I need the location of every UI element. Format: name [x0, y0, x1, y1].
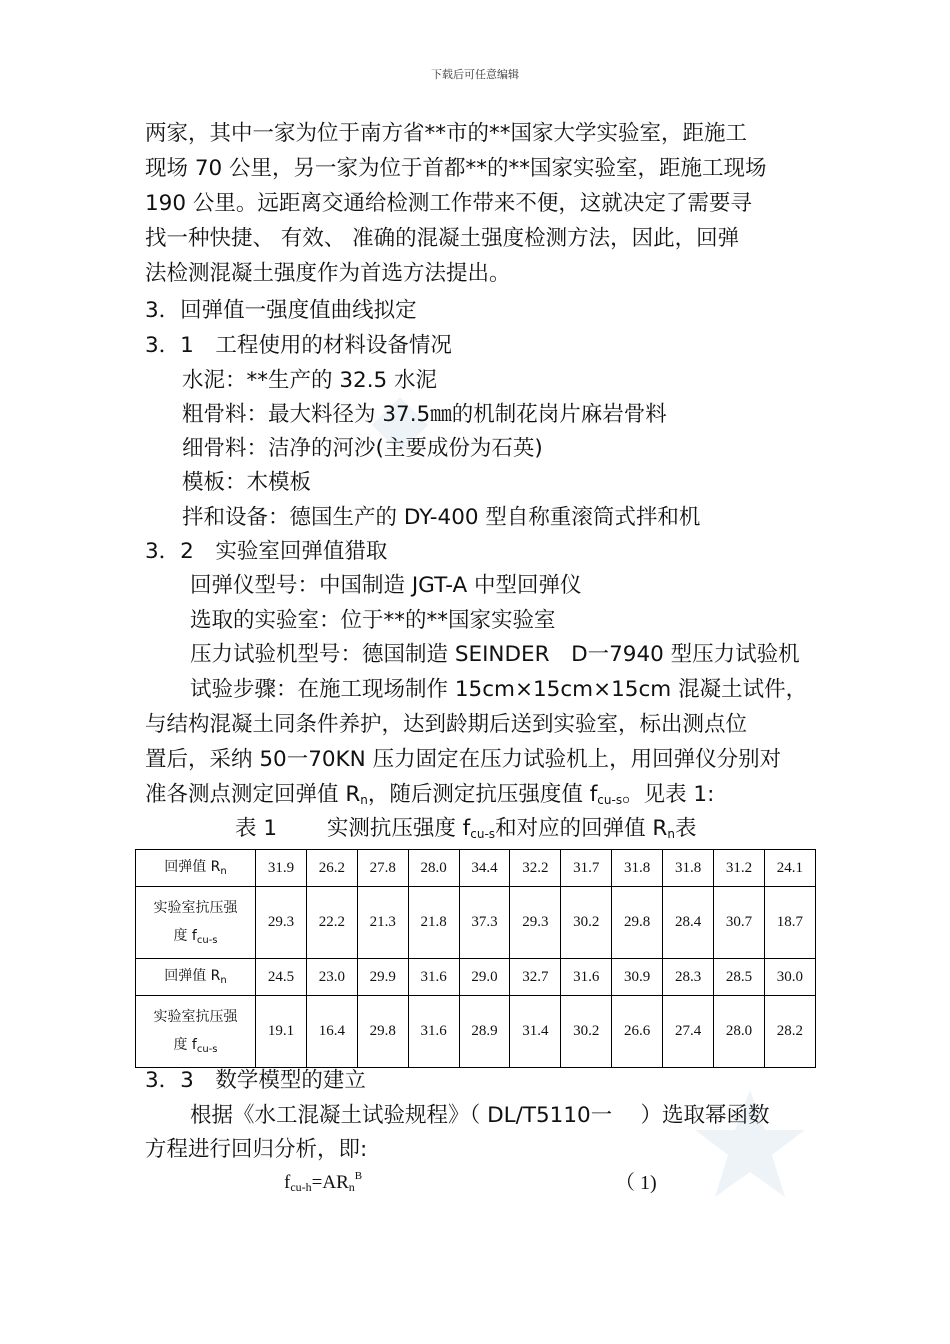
table-cell: 31.8: [663, 850, 714, 887]
subscript: n: [348, 1180, 355, 1194]
subscript: cu-s: [196, 1043, 218, 1055]
lab-press-machine: 压力试验机型号：德国制造 SEINDER D一7940 型压力试验机: [190, 642, 800, 667]
table-cell: 29.3: [510, 887, 561, 959]
section-heading-3-2: 3．2 实验室回弹值猎取: [145, 539, 388, 564]
table-row: [136, 850, 816, 887]
table-cell: 21.8: [408, 887, 459, 959]
header-label: 回弹值 R: [164, 968, 221, 984]
section-heading-3-1: 3．1 工程使用的材料设备情况: [145, 333, 452, 358]
material-formwork: 模板：木模板: [182, 470, 312, 495]
table-cell: 34.4: [459, 850, 510, 887]
table-cell: 29.0: [459, 959, 510, 996]
subscript: n: [220, 975, 227, 986]
steps-text: 。见表 1:: [622, 782, 715, 807]
table-cell: 29.9: [357, 959, 408, 996]
steps-line: 置后，采纳 50一70KN 压力固定在压力试验机上，用回弹仪分别对: [145, 747, 782, 772]
table-cell: 22.2: [306, 887, 357, 959]
row-header: [136, 959, 256, 996]
formula-f: f: [284, 1172, 291, 1193]
model-line: 方程进行回归分析，即:: [145, 1137, 368, 1162]
caption-text: 和对应的回弹值 R: [495, 816, 668, 841]
table-cell: 30.7: [714, 887, 765, 959]
caption-text: 表 1 实测抗压强度 f: [235, 816, 471, 841]
table-cell: 31.4: [510, 996, 561, 1068]
steps-line: 与结构混凝土同条件养护，达到龄期后送到实验室，标出测点位: [145, 712, 748, 737]
material-cement: 水泥：**生产的 32.5 水泥: [182, 368, 438, 393]
section-heading-3-3: 3．3 数学模型的建立: [145, 1068, 366, 1093]
paragraph-line: 找一种快捷、 有效、 准确的混凝土强度检测方法，因此，回弹: [145, 226, 740, 251]
table-cell: 32.2: [510, 850, 561, 887]
table-caption: [235, 812, 696, 848]
table-cell: 29.8: [612, 887, 663, 959]
steps-line: 试验步骤：在施工现场制作 15cm×15cm×15cm 混凝土试件，: [190, 677, 808, 702]
table-cell: 31.8: [612, 850, 663, 887]
section-heading-3: 3．回弹值一强度值曲线拟定: [145, 298, 417, 323]
table-cell: 31.2: [714, 850, 765, 887]
table-cell: 18.7: [764, 887, 815, 959]
header-label: 实验室抗压强: [153, 899, 238, 916]
material-fine-aggregate: 细骨料：洁净的河沙(主要成份为石英): [182, 436, 543, 461]
table-cell: 19.1: [256, 996, 307, 1068]
table-cell: 30.2: [561, 887, 612, 959]
subscript: cu-h: [290, 1180, 312, 1194]
table-cell: 31.6: [408, 959, 459, 996]
table-cell: 37.3: [459, 887, 510, 959]
table-cell: 29.3: [256, 887, 307, 959]
page-header: 下载后可任意编辑: [431, 68, 519, 81]
superscript: B: [354, 1170, 363, 1182]
table-cell: 31.7: [561, 850, 612, 887]
subscript: n: [360, 793, 368, 807]
table-cell: 28.4: [663, 887, 714, 959]
table-cell: 24.5: [256, 959, 307, 996]
formula-eq: =AR: [311, 1172, 349, 1193]
subscript: cu-s: [470, 827, 496, 841]
table-cell: 27.4: [663, 996, 714, 1068]
model-line: 根据《水工混凝土试验规程》（ DL/T5110一 ）选取幂函数: [190, 1103, 770, 1128]
table-cell: 28.9: [459, 996, 510, 1068]
header-label: 度 f: [173, 1036, 197, 1053]
row-header: [136, 850, 256, 887]
formula: [284, 1166, 362, 1202]
table-cell: 28.0: [408, 850, 459, 887]
paragraph-line: 现场 70 公里，另一家为位于首都**的**国家实验室，距施工现场: [145, 156, 767, 181]
table-cell: 31.9: [256, 850, 307, 887]
header-label: 实验室抗压强: [153, 1008, 238, 1025]
subscript: n: [220, 866, 227, 877]
table-cell: 30.9: [612, 959, 663, 996]
header-label: 度 f: [173, 927, 197, 944]
material-mixer: 拌和设备：德国生产的 DY-400 型自称重滚筒式拌和机: [182, 505, 701, 530]
header-label: 回弹值 R: [164, 859, 221, 875]
table-cell: 28.5: [714, 959, 765, 996]
table-cell: 28.2: [764, 996, 815, 1068]
paragraph-line: 法检测混凝土强度作为首选方法提出。: [145, 261, 511, 286]
steps-line: [145, 778, 714, 814]
caption-text: 表: [674, 816, 697, 841]
lab-rebound-meter: 回弹仪型号：中国制造 JGT-A 中型回弹仪: [190, 573, 582, 598]
table-row: [136, 959, 816, 996]
steps-text: 准各测点测定回弹值 R: [145, 782, 361, 807]
table-cell: 30.0: [764, 959, 815, 996]
subscript: n: [667, 827, 675, 841]
paragraph-line: 190 公里。远距离交通给检测工作带来不便，这就决定了需要寻: [145, 191, 752, 216]
paragraph-line: 两家，其中一家为位于南方省**市的**国家大学实验室，距施工: [145, 121, 748, 146]
table-cell: 26.6: [612, 996, 663, 1068]
table-cell: 24.1: [764, 850, 815, 887]
formula-number: （ 1): [615, 1172, 657, 1194]
table-row: [136, 996, 816, 1068]
table-cell: 21.3: [357, 887, 408, 959]
subscript: cu-s: [196, 934, 218, 946]
table-cell: 31.6: [561, 959, 612, 996]
table-cell: 31.6: [408, 996, 459, 1068]
steps-text: ，随后测定抗压强度值 f: [367, 782, 598, 807]
table-cell: 26.2: [306, 850, 357, 887]
table-cell: 28.0: [714, 996, 765, 1068]
lab-selected: 选取的实验室：位于**的**国家实验室: [190, 608, 556, 633]
row-header: [136, 996, 256, 1068]
data-table: [135, 849, 816, 1068]
material-coarse-aggregate: 粗骨料：最大料径为 37.5㎜的机制花岗片麻岩骨料: [182, 402, 667, 427]
table-cell: 32.7: [510, 959, 561, 996]
table-cell: 28.3: [663, 959, 714, 996]
subscript: cu-s: [597, 793, 623, 807]
table-cell: 23.0: [306, 959, 357, 996]
table-cell: 16.4: [306, 996, 357, 1068]
table-cell: 29.8: [357, 996, 408, 1068]
table-cell: 30.2: [561, 996, 612, 1068]
table-cell: 27.8: [357, 850, 408, 887]
table-row: [136, 887, 816, 959]
row-header: [136, 887, 256, 959]
